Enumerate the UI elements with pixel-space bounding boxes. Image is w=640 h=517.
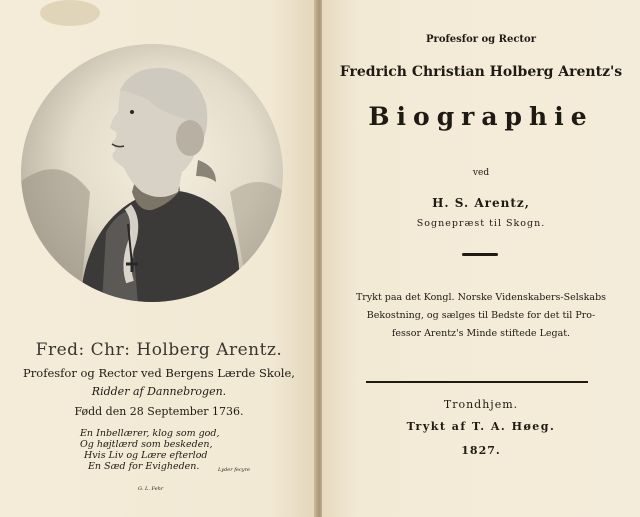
title-page xyxy=(322,0,640,517)
imprint-line: fessor Arentz's Minde stiftede Legat. xyxy=(391,328,571,339)
by-line: ved xyxy=(472,168,490,178)
ornament-dash xyxy=(462,253,498,256)
portrait-svg xyxy=(20,42,284,304)
draughtsman-credit: Lyder fecyre xyxy=(218,467,250,473)
main-heading: Biographie xyxy=(368,102,594,131)
subject-name: Fredrich Christian Holberg Arentz's xyxy=(339,64,623,80)
imprint-line: Bekostning, og sælges til Bedste for det til Pro- xyxy=(366,310,596,321)
frontispiece-page xyxy=(0,0,318,517)
poem-line: Hvis Liv og Lære efterlod xyxy=(84,450,208,461)
professor-line: Profesfor og Rector xyxy=(426,34,536,45)
poem-line: En Sæd for Evigheden. xyxy=(88,461,200,472)
portrait-name: Fred: Chr: Holberg Arentz. xyxy=(35,340,283,360)
divider-rule xyxy=(366,381,588,383)
paper-stain xyxy=(40,0,100,26)
author-name: H. S. Arentz, xyxy=(432,196,530,210)
portrait-born: Fødd den 28 September 1736. xyxy=(74,405,244,418)
publication-city: Trondhjem. xyxy=(443,398,519,411)
portrait-engraving xyxy=(20,42,284,304)
printer-line: Trykt af T. A. Høeg. xyxy=(406,420,556,433)
publication-year: 1827. xyxy=(461,444,501,457)
imprint-line: Trykt paa det Kongl. Norske Videnskabers-Selskabs xyxy=(355,292,607,303)
poem-line: Og højtlærd som beskeden, xyxy=(80,439,213,450)
portrait-knight: Ridder af Dannebrogen. xyxy=(91,385,227,398)
author-role: Sognepræst til Skogn. xyxy=(416,218,546,229)
engraver-credit: G. L. Fehr xyxy=(138,486,164,492)
poem-line: En Inbellærer, klog som god, xyxy=(80,428,220,439)
portrait-title: Profesfor og Rector ved Bergens Lærde Skole, xyxy=(23,366,295,380)
